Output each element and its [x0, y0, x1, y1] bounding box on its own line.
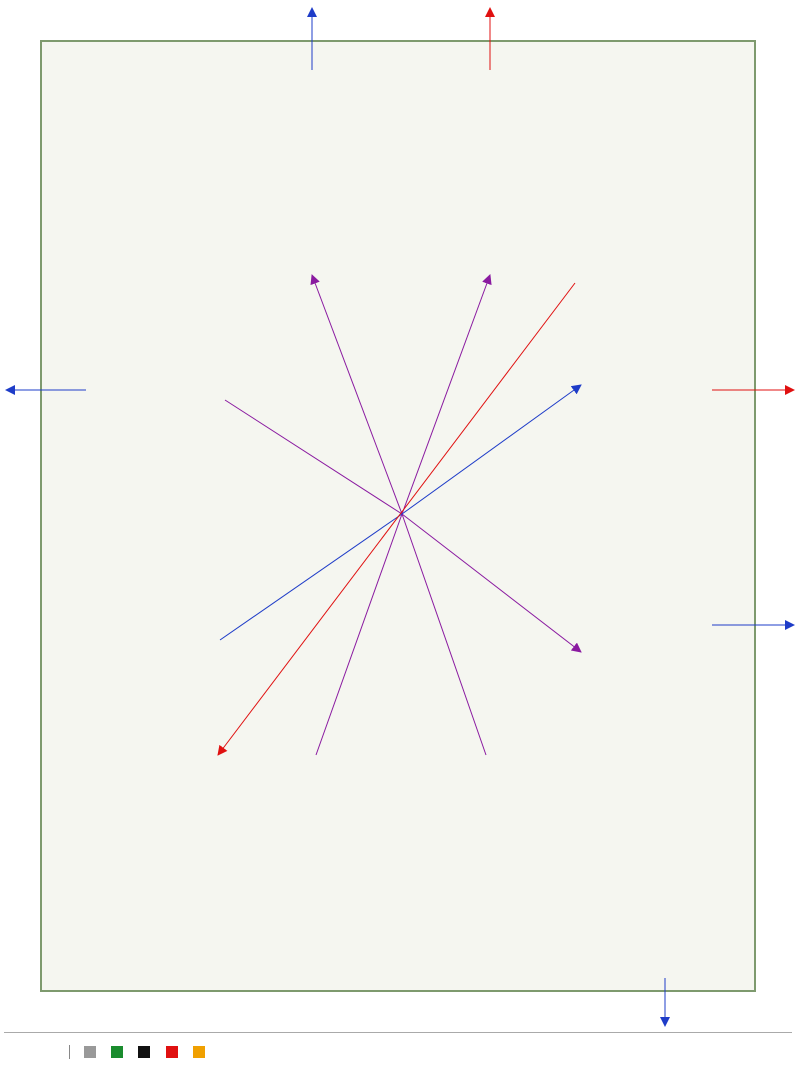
horoscope-chart	[40, 40, 756, 992]
legend-bar	[0, 1030, 796, 1070]
